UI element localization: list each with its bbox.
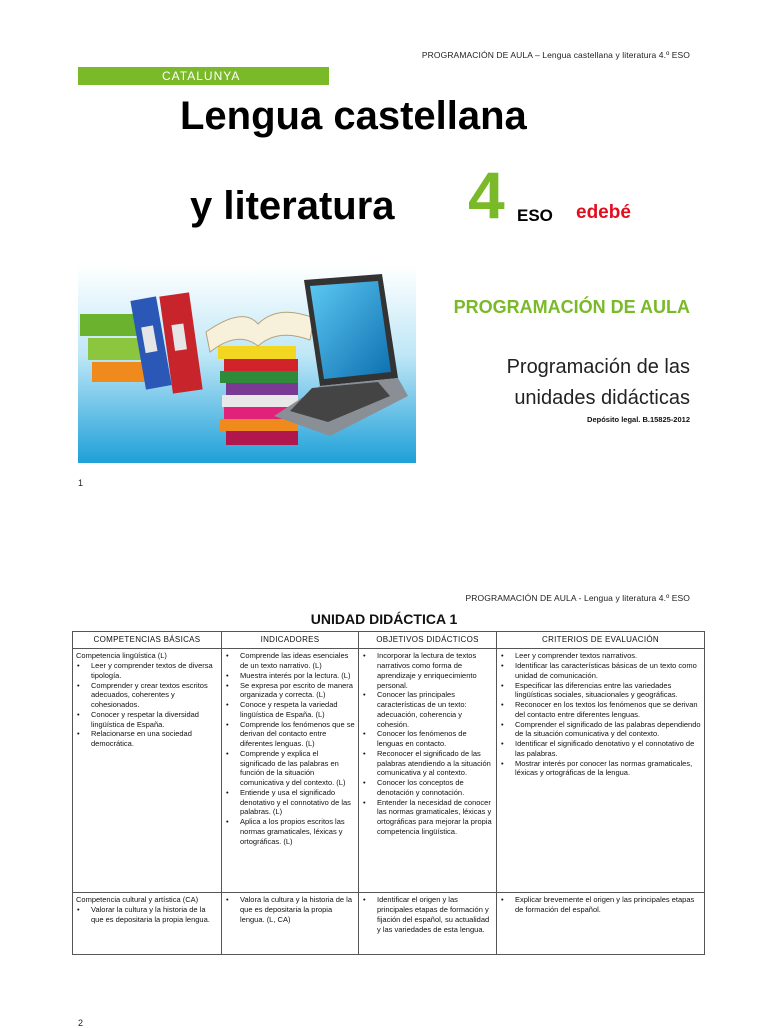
list-item: • Entender la necesidad de conocer las normas gramaticales, léxicas y ortográficas para mejorar la propia competencia lingüística. <box>362 798 493 837</box>
unit-table <box>72 631 705 955</box>
list-item: • Comprende las ideas esenciales de un texto narrativo. (L) <box>225 651 355 671</box>
region-label: CATALUNYA <box>162 69 241 83</box>
page-number: 1 <box>78 478 84 488</box>
table-row <box>73 893 705 955</box>
list-item: • Aplica a los propios escritos las normas gramaticales, léxicas y ortográficas. (L) <box>225 817 355 846</box>
objectives-cell <box>359 893 497 955</box>
list-item: • Reconocer en los textos los fenómenos que se derivan del contacto entre diferentes lenguas. <box>500 700 701 720</box>
list-item: • Se expresa por escrito de manera organizada y correcta. (L) <box>225 681 355 701</box>
list-item: • Reconocer el significado de las palabras atendiendo a la situación comunicativa y al contexto. <box>362 749 493 778</box>
grade-number: 4 <box>468 158 505 232</box>
list-item: • Valorar la cultura y la historia de la que es depositaria la propia lengua. <box>76 905 218 925</box>
page-header: PROGRAMACIÓN DE AULA - Lengua y literatura 4.º ESO <box>465 593 690 603</box>
competence-title: Competencia cultural y artística (CA) <box>76 895 199 905</box>
criteria-cell <box>497 649 705 893</box>
list-item: • Conocer las principales características de un texto: adecuación, coherencia y cohesión. <box>362 690 493 729</box>
subtitle-line1: Programación de las <box>506 356 690 378</box>
column-header: INDICADORES <box>222 632 359 649</box>
criteria-cell <box>497 893 705 955</box>
books-laptop-illustration <box>78 266 416 463</box>
list-item: • Comprende y explica el significado de las palabras en función de la situación comunicativa y del contexto. (L) <box>225 749 355 788</box>
competence-title: Competencia lingüística (L) <box>76 651 167 661</box>
indicators-cell <box>222 649 359 893</box>
column-header: OBJETIVOS DIDÁCTICOS <box>359 632 497 649</box>
page-number: 2 <box>78 1018 84 1028</box>
list-item: • Mostrar interés por conocer las normas gramaticales, léxicas y ortográficas de la lengua. <box>500 759 701 779</box>
list-item: • Identificar el significado denotativo y el connotativo de las palabras. <box>500 739 701 759</box>
list-item: • Identificar el origen y las principales etapas de formación y fijación del español, su actualidad y las variedades de esta lengua. <box>362 895 493 934</box>
column-header: COMPETENCIAS BÁSICAS <box>73 632 222 649</box>
indicators-cell <box>222 893 359 955</box>
list-item: • Conocer los conceptos de denotación y connotación. <box>362 778 493 798</box>
objectives-cell <box>359 649 497 893</box>
book-stack-icon <box>206 312 314 445</box>
list-item: • Relacionarse en una sociedad democrática. <box>76 729 218 749</box>
list-item: • Especificar las diferencias entre las variedades lingüísticas sociales, situacionales y geográficas. <box>500 681 701 701</box>
unit-title: UNIDAD DIDÁCTICA 1 <box>310 611 458 627</box>
competence-cell <box>73 893 222 955</box>
page-header: PROGRAMACIÓN DE AULA – Lengua castellana y literatura 4.º ESO <box>421 50 690 60</box>
list-item: • Comprender el significado de las palabras dependiendo de la situación comunicativa y del contexto. <box>500 720 701 740</box>
list-item: • Identificar las características básicas de un texto como unidad de comunicación. <box>500 661 701 681</box>
table-header-row <box>73 632 705 649</box>
list-item: • Leer y comprender textos de diversa tipología. <box>76 661 218 681</box>
grade-stage: ESO <box>517 206 553 225</box>
list-item: • Muestra interés por la lectura. (L) <box>225 671 355 681</box>
book-title-line2: y literatura <box>190 184 395 228</box>
list-item: • Conocer y respetar la diversidad lingüística de España. <box>76 710 218 730</box>
list-item: • Explicar brevemente el origen y las principales etapas de formación del español. <box>500 895 701 915</box>
list-item: • Comprende los fenómenos que se derivan del contacto entre diferentes lenguas. (L) <box>225 720 355 749</box>
competence-cell <box>73 649 222 893</box>
program-title: PROGRAMACIÓN DE AULA <box>453 297 690 317</box>
list-item: • Entiende y usa el significado denotativo y el connotativo de las palabras. (L) <box>225 788 355 817</box>
list-item: • Leer y comprender textos narrativos. <box>500 651 701 661</box>
publisher-logo: edebé <box>576 202 631 223</box>
list-item: • Conoce y respeta la variedad lingüística de España. (L) <box>225 700 355 720</box>
list-item: • Incorporar la lectura de textos narrativos como forma de aprendizaje y enriquecimiento personal. <box>362 651 493 690</box>
subtitle-line2: unidades didácticas <box>514 387 690 409</box>
region-banner <box>78 67 329 85</box>
table-row <box>73 649 705 893</box>
list-item: • Valora la cultura y la historia de la que es depositaria la propia lengua. (L, CA) <box>225 895 355 924</box>
list-item: • Comprender y crear textos escritos adecuados, coherentes y cohesionados. <box>76 681 218 710</box>
legal-deposit: Depósito legal. B.15825-2012 <box>587 415 690 424</box>
list-item: • Conocer los fenómenos de lenguas en contacto. <box>362 729 493 749</box>
column-header: CRITERIOS DE EVALUACIÓN <box>497 632 705 649</box>
book-title-line1: Lengua castellana <box>180 94 527 138</box>
